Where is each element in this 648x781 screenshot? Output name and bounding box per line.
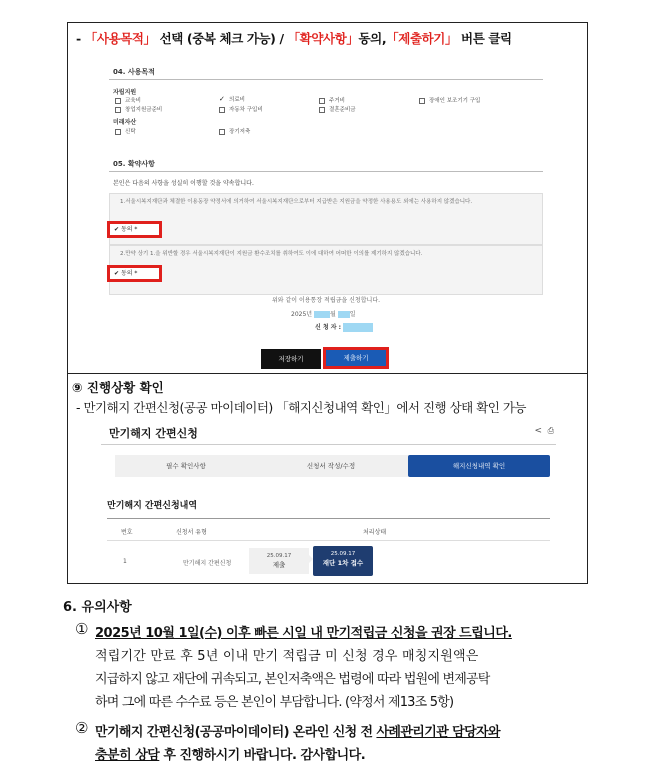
- check-icon: ✓: [219, 95, 225, 103]
- tab-cancellation-history[interactable]: 해지신청내역 확인: [408, 455, 550, 477]
- tab-required-checks[interactable]: 필수 확인사항: [166, 462, 206, 470]
- notice-1-line-2: 적립기간 만료 후 5년 이내 만기 적립금 미 신청 경우 매칭지원액은: [95, 649, 479, 664]
- progress-desc: - 만기해지 간편신청(공공 마이데이터) 「해지신청내역 확인」에서 진행 상태 확인 가능: [76, 400, 527, 415]
- divider: [107, 518, 550, 519]
- guide-box-progress: [67, 373, 588, 584]
- row-number: 1: [123, 558, 127, 565]
- tab-application-edit[interactable]: 신청서 작성/수정: [306, 462, 356, 470]
- confirm-intro: 본인은 다음의 사항을 성실히 이행할 것을 약속합니다.: [113, 180, 254, 187]
- progress-title: ⑨ 진행상황 확인: [72, 380, 164, 395]
- notice-1-line-3: 지급하지 않고 재단에 귀속되고, 본인저축액은 법령에 따라 법원에 변제공탁: [95, 672, 490, 687]
- notice-1-line-1: 2025년 10월 1일(수) 이후 빠른 시일 내 만기적립금 신청을 권장 드립니다.: [95, 626, 512, 641]
- clause-1-text: 1.서울시복지재단과 체결한 이용동장 약정서에 의거하여 서울시복지재단으로부터 지급받은 지원금을 약정한 사용용도 외에는 사용하지 않겠습니다.: [120, 199, 473, 205]
- group-label-future-asset: 미래자산: [113, 119, 137, 126]
- date-line: 2025년 월 일: [291, 311, 356, 318]
- instruction-text: [76, 29, 512, 47]
- notice-1-line-4: 하며 그에 따른 수수료 등은 본인이 부담합니다. (약정서 제13조 5항): [95, 695, 454, 710]
- app-title: 만기해지 간편신청: [109, 427, 198, 440]
- agree-checkbox-2[interactable]: ✔ 동의 *: [107, 265, 162, 282]
- notice-marker-1: ①: [75, 620, 89, 638]
- instruction-purpose-tail: 선택 (중복 체크 가능) /: [155, 31, 288, 46]
- divider: [109, 79, 543, 80]
- instruction-confirm: 「확약사항」: [287, 31, 359, 46]
- checkbox-assistive-device[interactable]: 장애인 보조기기 구입: [419, 96, 480, 104]
- status-step-submitted: 25.09.17 제출: [249, 548, 309, 574]
- col-number: 번호: [121, 529, 133, 536]
- list-title: 만기해지 간편신청내역: [107, 501, 198, 511]
- check-icon: ✔: [114, 270, 121, 277]
- check-icon: ✔: [114, 226, 121, 233]
- notice-2-line-2: 충분히 상담 후 진행하시기 바랍니다. 감사합니다.: [95, 748, 366, 763]
- divider: [109, 171, 543, 172]
- purpose-header: 04. 사용목적: [113, 68, 155, 76]
- checkbox-car[interactable]: 자동차 구입비: [219, 105, 263, 113]
- share-icon[interactable]: <: [534, 426, 542, 436]
- col-status: 처리상태: [363, 529, 387, 536]
- checkbox-startup[interactable]: 창업지원금준비: [115, 105, 162, 113]
- masked-month: [314, 311, 330, 318]
- agree-checkbox-1[interactable]: ✔ 동의 *: [107, 221, 162, 238]
- print-icon[interactable]: ⎙: [547, 426, 554, 435]
- notice-heading: 6. 유의사항: [63, 600, 132, 615]
- divider: [107, 540, 550, 541]
- col-type: 신청서 유형: [176, 529, 207, 536]
- instruction-purpose: 「사용목적」: [84, 31, 156, 46]
- notice-2-line-1: 만기해지 간편신청(공공마이데이터) 온라인 신청 전 사례관리기관 담당자와: [95, 725, 500, 740]
- confirm-header: 05. 확약사항: [113, 160, 155, 168]
- masked-applicant: [343, 323, 373, 332]
- masked-day: [338, 311, 350, 318]
- instruction-submit-tail: 버튼 클릭: [457, 31, 512, 46]
- closing-text: 위와 같이 이용통장 적립금을 신청합니다.: [271, 297, 381, 304]
- clause-1-box: [109, 193, 543, 245]
- instruction-confirm-tail: 동의,: [358, 31, 387, 46]
- submit-button[interactable]: 제출하기: [323, 347, 389, 369]
- row-type: 만기해지 간편신청: [183, 560, 232, 567]
- checkbox-medical[interactable]: ✓ 의료비: [219, 95, 245, 103]
- checkbox-education[interactable]: 교육비: [115, 96, 141, 104]
- applicant-line: 신 청 자 :: [315, 322, 373, 332]
- guide-box-purpose: [67, 22, 588, 374]
- checkbox-long-term-saving[interactable]: 장기저축: [219, 127, 250, 135]
- clause-2-box: [109, 245, 543, 295]
- checkbox-wedding[interactable]: 결혼준비금: [319, 105, 356, 113]
- clause-2-text: 2.만약 상기 1.을 위반할 경우 서울시복지재단이 지원금 환수조치를 취하여도 이에 대하여 어떠한 이의를 제기하지 않겠습니다.: [120, 251, 423, 257]
- app-screenshot: [101, 420, 556, 578]
- instruction-submit: 「제출하기」: [386, 31, 458, 46]
- status-step-received: 25.09.17 재단 1차 접수: [313, 546, 373, 576]
- checkbox-trust[interactable]: 신탁: [115, 127, 136, 135]
- form-screenshot: [101, 49, 551, 369]
- checkbox-housing[interactable]: 주거비: [319, 96, 345, 104]
- save-button[interactable]: 저장하기: [261, 349, 321, 369]
- divider: [101, 444, 556, 445]
- notice-marker-2: ②: [75, 719, 89, 737]
- tab-bar: [115, 455, 539, 477]
- instruction-prefix: -: [76, 31, 85, 46]
- group-label-self-support: 자립지원: [113, 89, 137, 96]
